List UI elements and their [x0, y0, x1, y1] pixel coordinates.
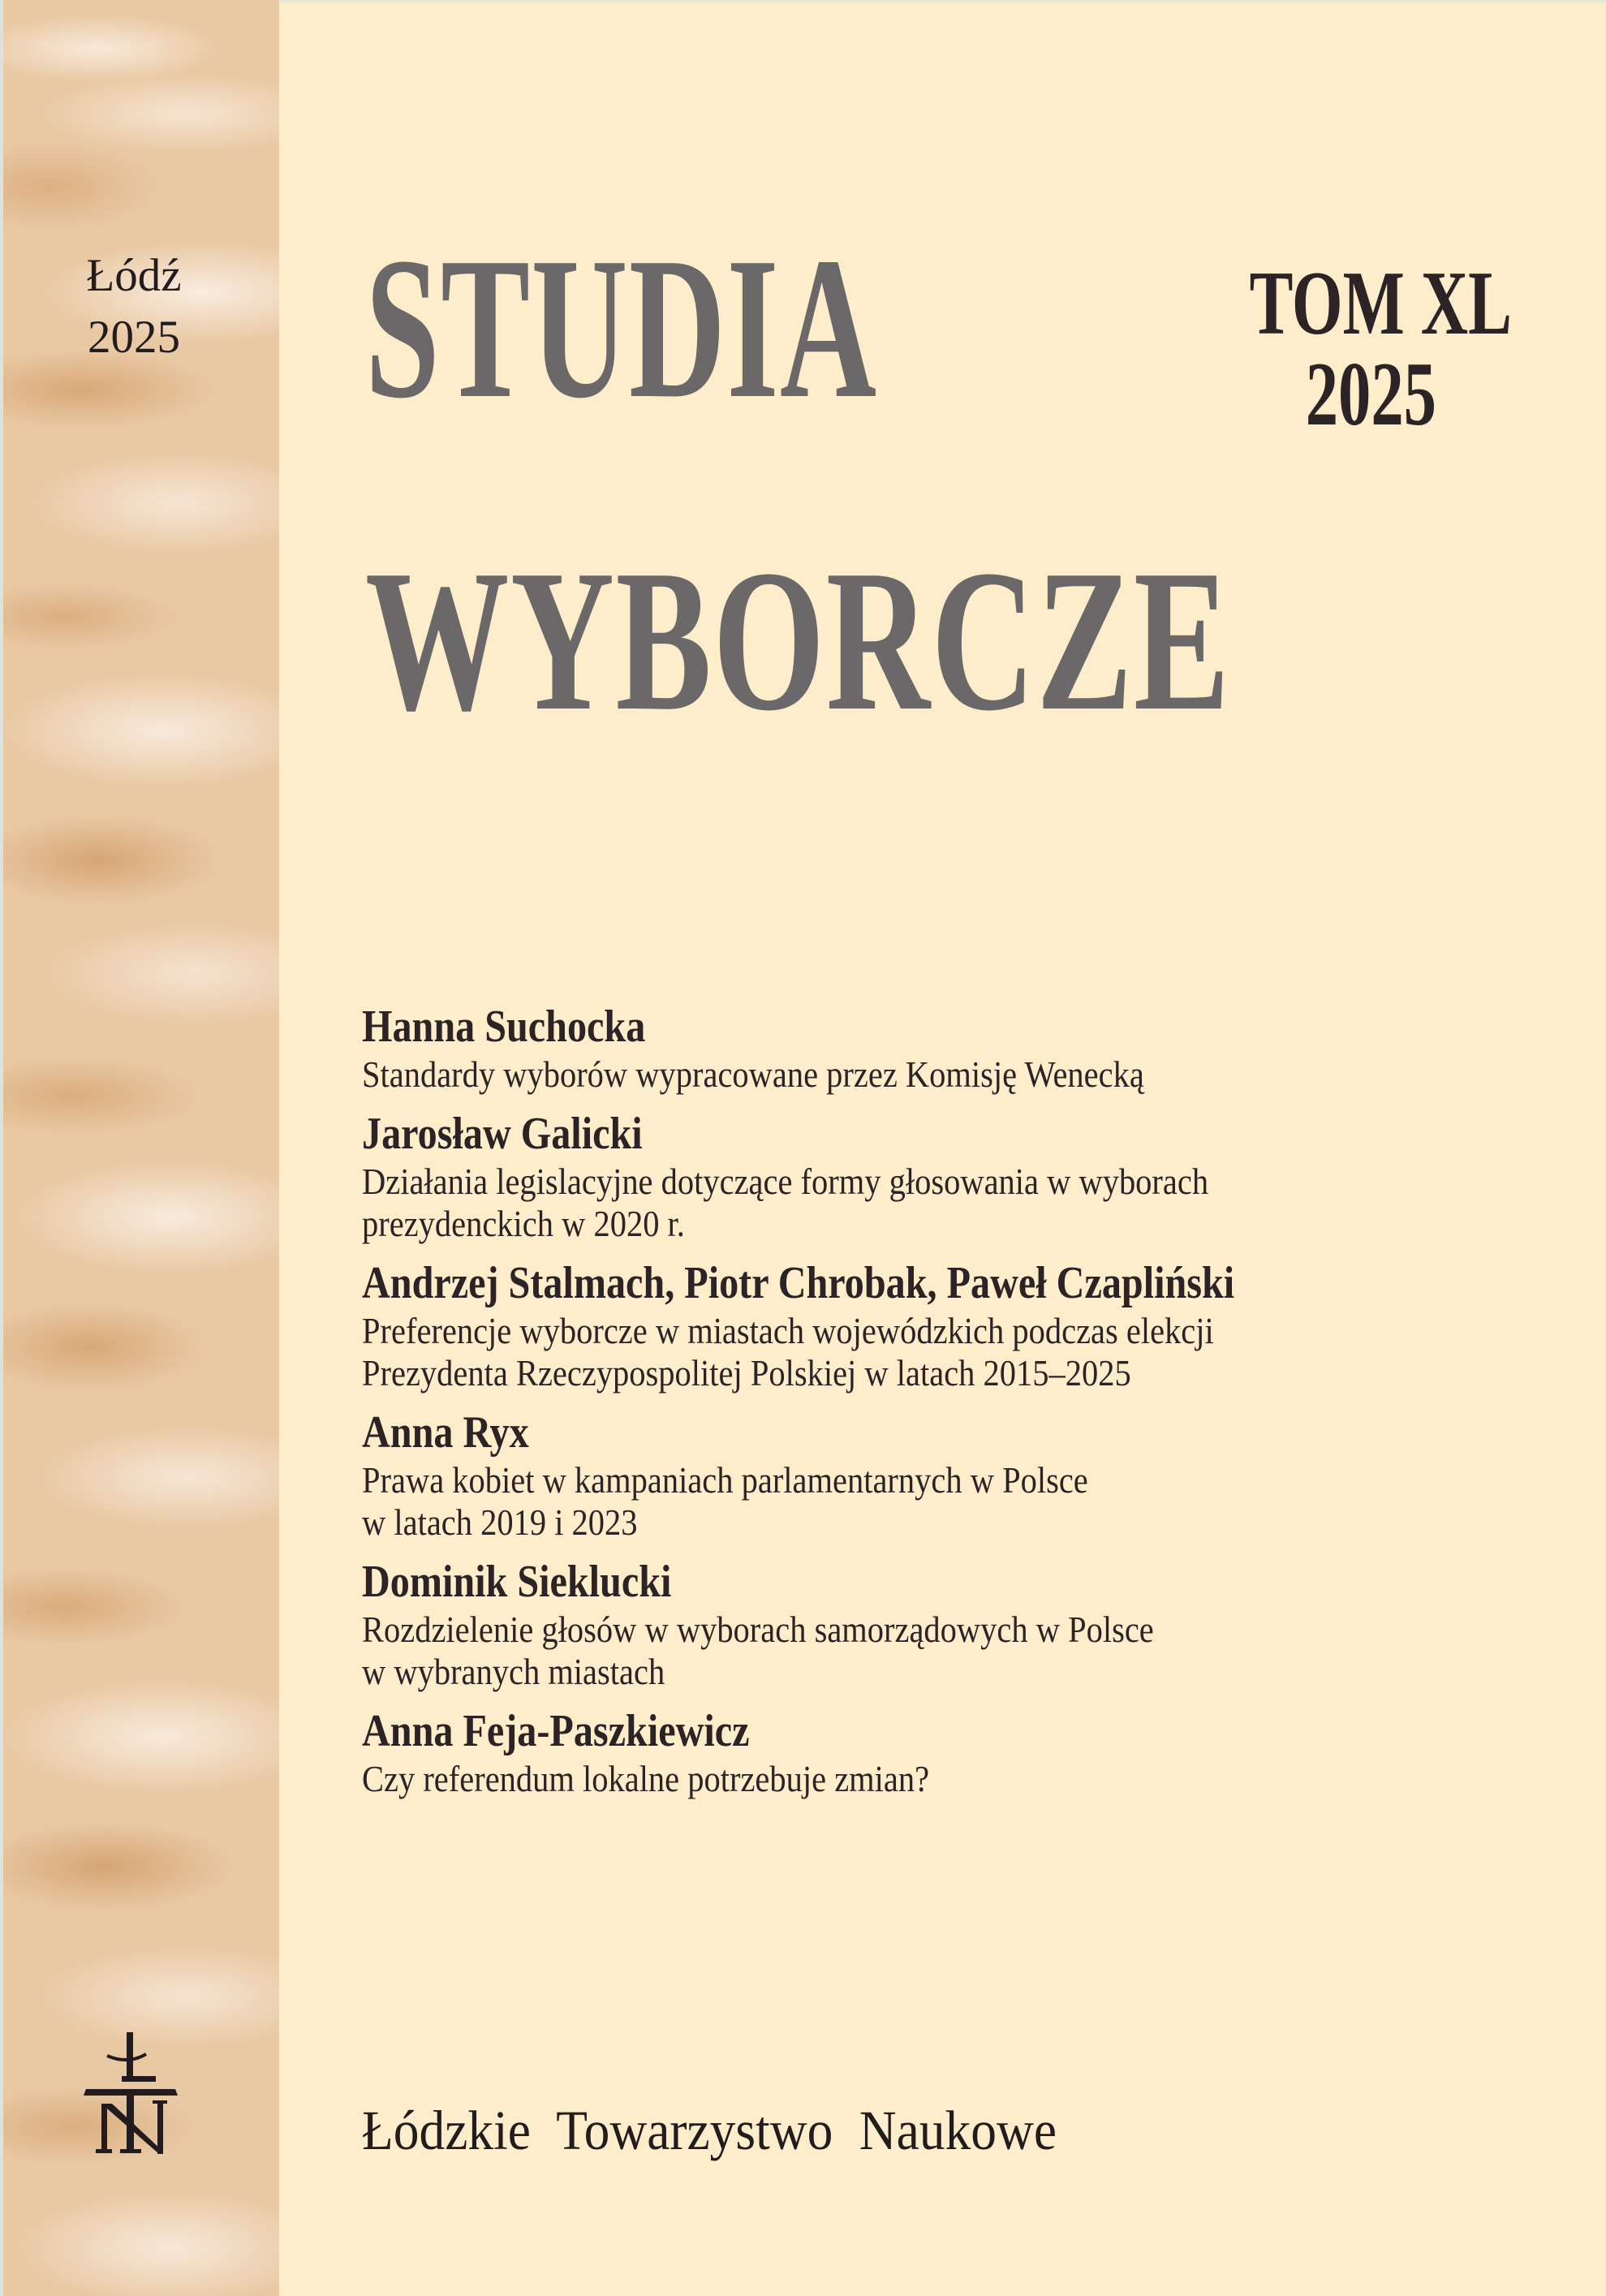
toc-author: Dominik Sieklucki [362, 1557, 672, 1607]
toc-entry [362, 1107, 1539, 1245]
toc-title: w latach 2019 i 2023 [362, 1501, 638, 1543]
toc-title: Czy referendum lokalne potrzebuje zmian? [362, 1758, 930, 1799]
toc-author: Andrzej Stalmach, Piotr Chrobak, Paweł Czapliński [362, 1258, 1235, 1308]
journal-title-line1: STUDIA [365, 216, 878, 441]
toc-title: Standardy wyborów wypracowane przez Komisję Wenecką [362, 1053, 1144, 1095]
volume-year: 2025 [1305, 344, 1436, 445]
toc-author: Hanna Suchocka [362, 1002, 646, 1052]
toc-entry [362, 1555, 1539, 1693]
journal-title-line2: WYBORCZE [365, 528, 1231, 753]
toc-entry [362, 1256, 1539, 1394]
toc-title: prezydenckich w 2020 r. [362, 1203, 685, 1244]
toc-title: Preferencje wyborcze w miastach wojewódzkich podczas elekcji [362, 1310, 1214, 1351]
toc-title: w wybranych miastach [362, 1651, 665, 1692]
ltn-monogram-icon [81, 2029, 183, 2159]
toc-entry [362, 1000, 1539, 1096]
publication-year: 2025 [88, 312, 180, 363]
toc-title: Prawa kobiet w kampaniach parlamentarnych w Polsce [362, 1459, 1088, 1501]
volume-block [1177, 253, 1512, 445]
toc-title: Działania legislacyjne dotyczące formy głosowania w wyborach [362, 1161, 1209, 1202]
volume-label: TOM XL [1249, 253, 1512, 354]
marbled-sidebar [0, 0, 279, 2296]
toc-author: Anna Feja-Paszkiewicz [362, 1706, 750, 1756]
toc-author: Jarosław Galicki [362, 1109, 643, 1159]
publisher-name: Łódzkie Towarzystwo Naukowe [362, 2100, 1057, 2161]
toc-author: Anna Ryx [362, 1407, 529, 1458]
table-of-contents [362, 1000, 1539, 1811]
toc-title: Prezydenta Rzeczypospolitej Polskiej w latach 2015–2025 [362, 1352, 1131, 1394]
toc-entry [362, 1406, 1539, 1544]
city-name: Łódź [86, 250, 182, 301]
toc-title: Rozdzielenie głosów w wyborach samorządowych w Polsce [362, 1609, 1154, 1650]
city-year-block [73, 245, 195, 368]
toc-entry [362, 1704, 1539, 1800]
